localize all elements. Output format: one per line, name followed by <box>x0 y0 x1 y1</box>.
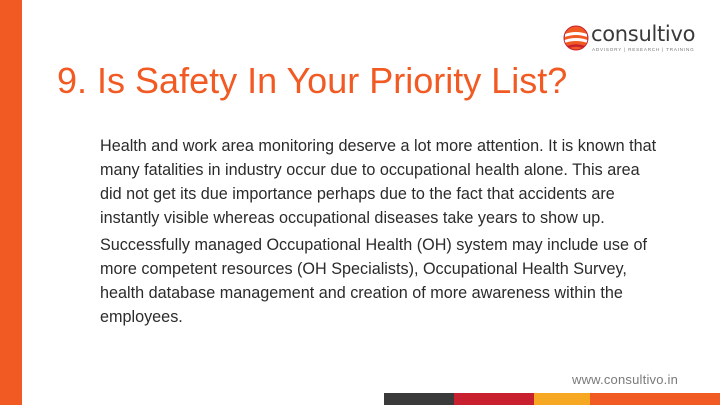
paragraph-1: Health and work area monitoring deserve a lot more attention. It is known that many fatalities in industry occur due to occupational health alone. This area did not get its due importance perhaps due to the fact that accidents are instantly visible whereas occupational diseases take years to show up. <box>100 137 657 227</box>
slide-body <box>100 134 660 332</box>
footer-stripe-amber <box>534 393 590 405</box>
consultivo-logo <box>562 22 696 56</box>
footer-stripe-orange <box>590 393 720 405</box>
footer-website: www.consultivo.in <box>572 372 678 387</box>
left-accent-bar <box>0 0 22 405</box>
footer-stripe-red <box>454 393 534 405</box>
paragraph-2: Successfully managed Occupational Health (OH) system may include use of more competent resources (OH Specialists), Occupational Health Survey, health database management and creation of more awareness within the employees. <box>100 236 648 326</box>
footer-stripe-dark <box>384 393 454 405</box>
logo-tagline: ADVISORY | RESEARCH | TRAINING <box>592 47 695 52</box>
slide-title: 9. Is Safety In Your Priority List? <box>57 60 568 101</box>
globe-icon <box>562 24 590 52</box>
logo-wordmark: consultivo <box>591 22 696 46</box>
